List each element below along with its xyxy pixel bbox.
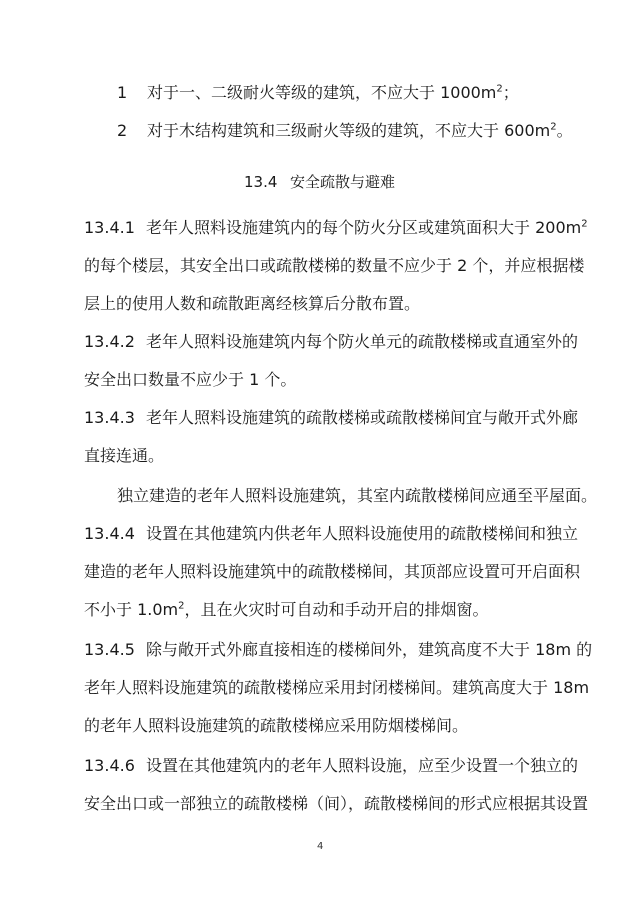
clause-13-4-3-line-1 <box>84 407 578 429</box>
clause-number: 13.4.5 <box>84 640 135 659</box>
clause-number: 13.4.1 <box>84 218 135 237</box>
page-number: 4 <box>317 841 324 852</box>
superscript: 2 <box>496 83 503 95</box>
clause-text: 设置在其他建筑内供老年人照料设施使用的疏散楼梯间和独立 <box>146 524 579 543</box>
clause-text: 老年人照料设施建筑内的每个防火分区或建筑面积大于 200m <box>146 218 582 237</box>
clause-13-4-2-line-1 <box>84 331 578 353</box>
section-number: 13.4 <box>244 173 278 191</box>
clause-13-4-5-line-3: 的老年人照料设施建筑的疏散楼梯应采用防烟楼梯间。 <box>84 716 469 735</box>
clause-13-4-2-line-2: 安全出口数量不应少于 1 个。 <box>84 370 297 389</box>
clause-text: 老年人照料设施建筑的疏散楼梯或疏散楼梯间宜与敞开式外廊 <box>146 408 579 427</box>
superscript: 2 <box>550 121 557 133</box>
clause-13-4-1-line-1 <box>84 217 588 239</box>
clause-13-4-1-line-2: 的每个楼层，其安全出口或疏散楼梯的数量不应少于 2 个，并应根据楼 <box>84 256 585 275</box>
superscript: 2 <box>178 600 185 612</box>
list-item-number: 2 <box>117 121 128 140</box>
clause-13-4-6-line-1 <box>84 755 578 777</box>
clause-text: ，且在火灾时可自动和手动开启的排烟窗。 <box>184 600 489 619</box>
list-item-text: 对于木结构建筑和三级耐火等级的建筑，不应大于 600m <box>147 121 551 140</box>
clause-text: 除与敞开式外廊直接相连的楼梯间外，建筑高度不大于 18m 的 <box>146 640 593 659</box>
clause-13-4-1-line-3: 层上的使用人数和疏散距离经核算后分散布置。 <box>84 294 421 313</box>
clause-13-4-3-paragraph: 独立建造的老年人照料设施建筑，其室内疏散楼梯间应通至平屋面。 <box>117 486 598 505</box>
clause-number: 13.4.3 <box>84 408 135 427</box>
clause-13-4-5-line-2: 老年人照料设施建筑的疏散楼梯应采用封闭楼梯间。建筑高度大于 18m <box>84 678 590 697</box>
clause-13-4-4-line-1 <box>84 523 578 545</box>
list-item-tail: ； <box>502 83 519 102</box>
section-title: 安全疏散与避难 <box>290 173 396 191</box>
clause-13-4-4-line-2: 建造的老年人照料设施建筑中的疏散楼梯间，其顶部应设置可开启面积 <box>84 562 581 581</box>
clause-13-4-4-line-3 <box>84 599 489 621</box>
section-heading <box>244 171 395 193</box>
list-item-1 <box>117 82 519 104</box>
list-item-tail: 。 <box>556 121 573 140</box>
clause-text: 设置在其他建筑内的老年人照料设施，应至少设置一个独立的 <box>146 756 579 775</box>
clause-text: 不小于 1.0m <box>84 600 179 619</box>
clause-13-4-5-line-1 <box>84 639 592 661</box>
list-item-2 <box>117 120 573 142</box>
list-item-text: 对于一、二级耐火等级的建筑，不应大于 1000m <box>147 83 497 102</box>
clause-number: 13.4.2 <box>84 332 135 351</box>
clause-number: 13.4.6 <box>84 756 135 775</box>
superscript: 2 <box>581 218 588 230</box>
clause-number: 13.4.4 <box>84 524 135 543</box>
list-item-number: 1 <box>117 83 128 102</box>
clause-13-4-3-line-2: 直接连通。 <box>84 446 165 465</box>
clause-text: 老年人照料设施建筑内每个防火单元的疏散楼梯或直通室外的 <box>146 332 579 351</box>
clause-13-4-6-line-2: 安全出口或一部独立的疏散楼梯（间），疏散楼梯间的形式应根据其设置 <box>84 794 589 813</box>
